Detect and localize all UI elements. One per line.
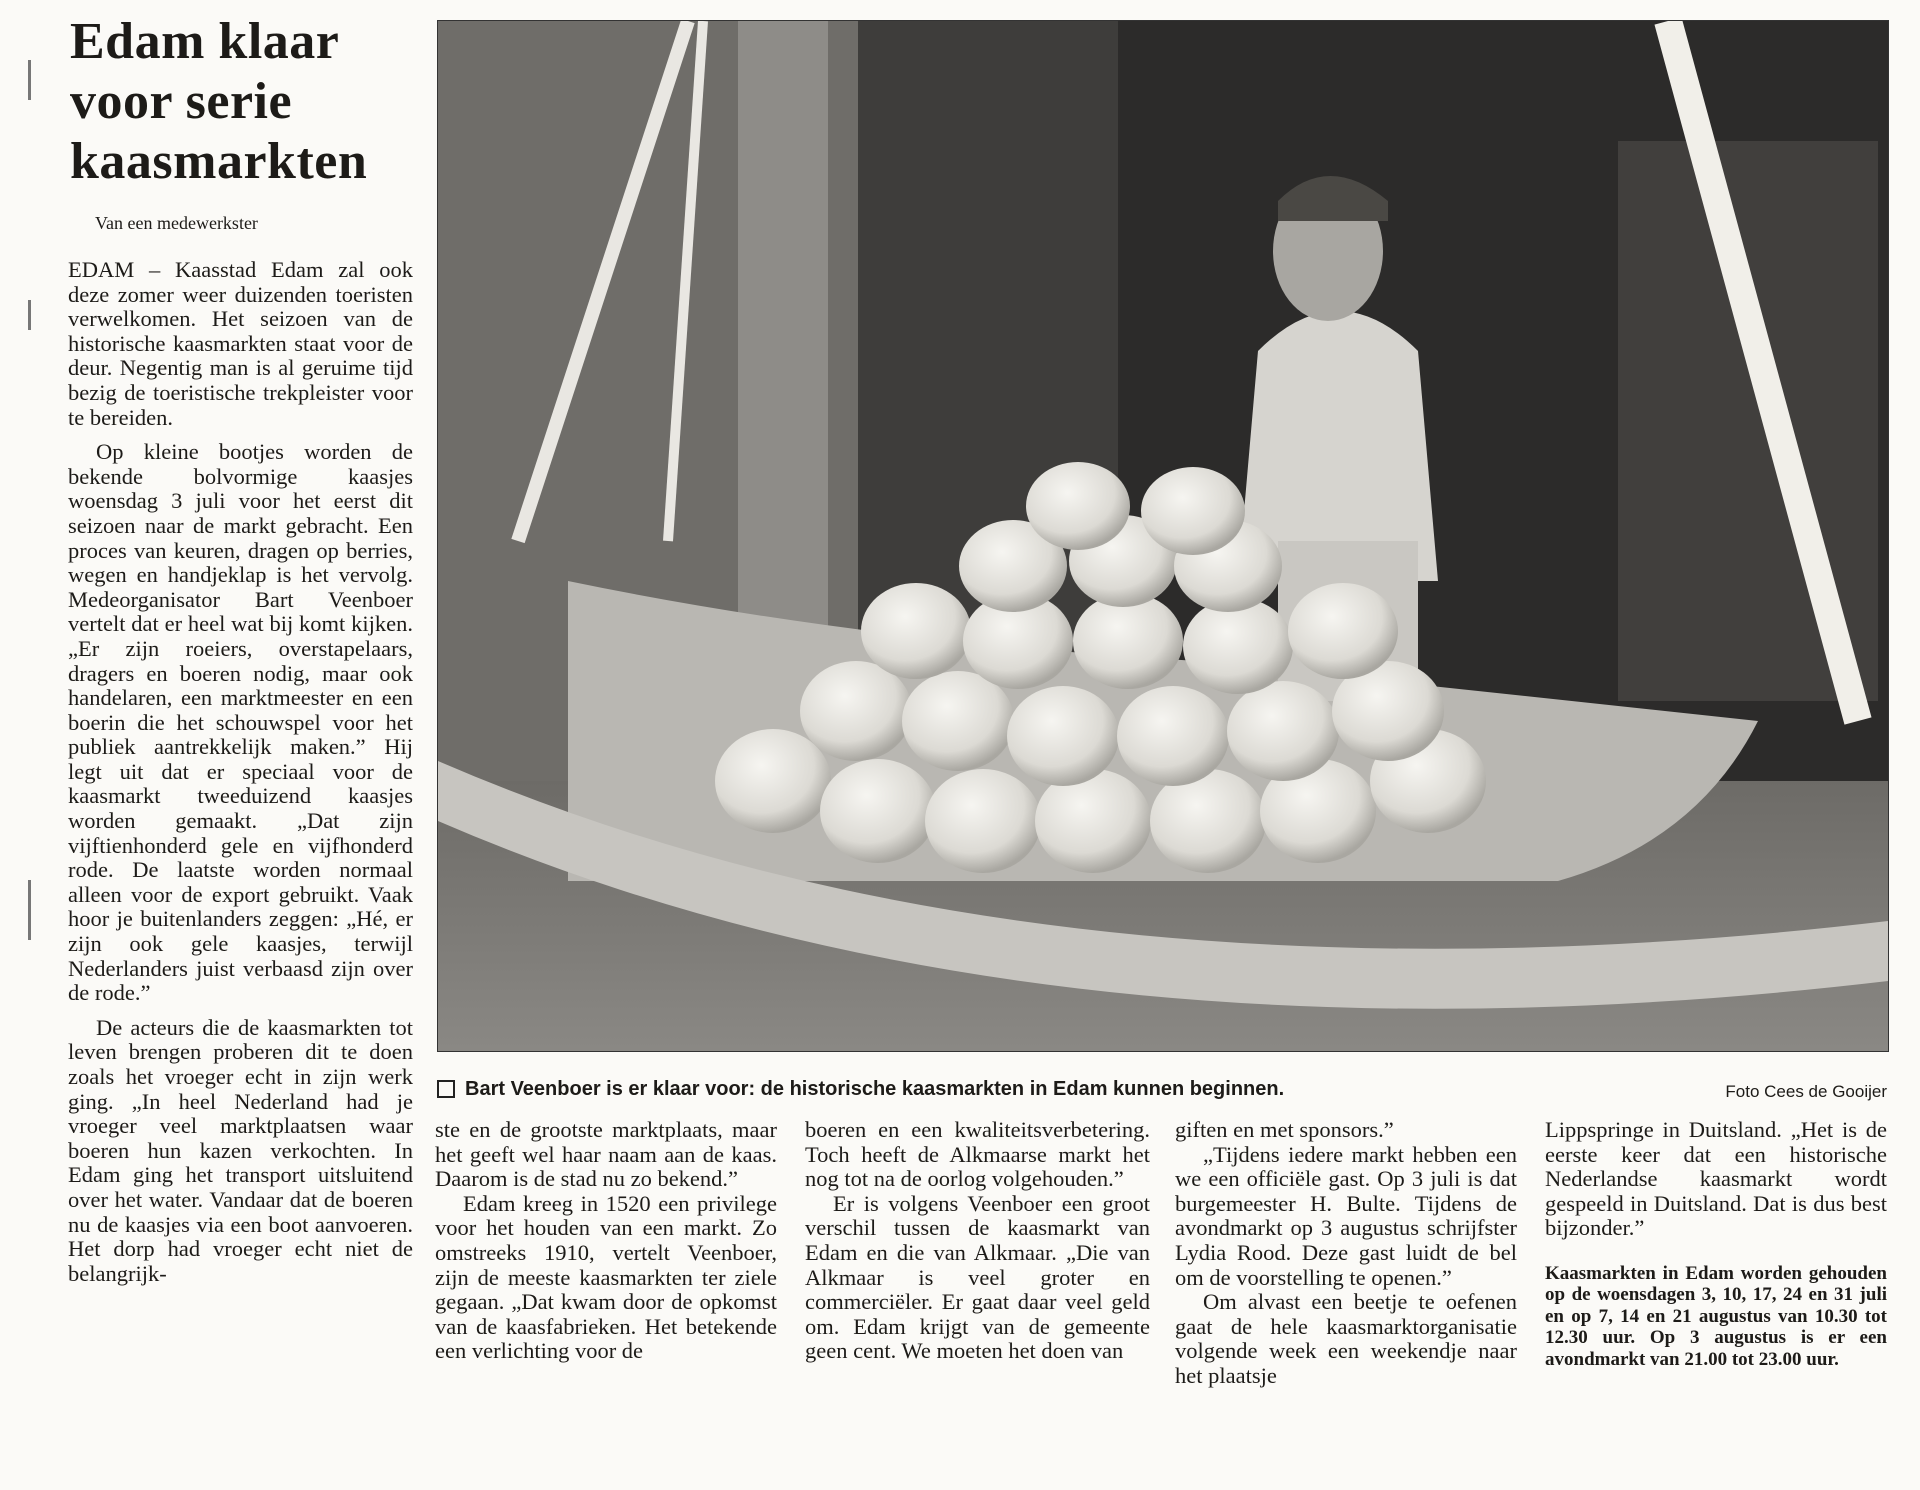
paragraph: Op kleine bootjes worden de bekende bolvormige kaasjes woensdag 3 juli voor het eerst dit seizoen naar de markt gebracht. Een proces van keuren, dragen op berries, wegen en handjeklap is het vervolg. Medeorganisator Bart Veenboer vertelt dat er heel wat bij komt kijken. „Er zijn roeiers, overstapelaars, dragers en boeren nodig, maar ook handelaren, een marktmeester en een boerin die het schouwspel voor het publiek aantrekkelijk maken.” Hij legt uit dat er speciaal voor de kaasmarkt tweeduizend kaasjes worden gemaakt. „Dat zijn vijftienhonderd gele en vijfhonderd rode. De laatste worden normaal alleen voor de export gebruikt. Vaak hoor je buitenlanders zeggen: „Hé, er zijn ook gele kaasjes, terwijl Nederlanders juist verbaasd zijn over de rode.” [68, 439, 413, 1006]
paragraph: boeren en een kwaliteitsverbetering. Toch heeft de Alkmaarse markt het nog tot na de oorlog volgehouden.” [805, 1117, 1150, 1192]
paragraph: EDAM – Kaasstad Edam zal ook deze zomer weer duizenden toeristen verwelkomen. Het seizoen van de historische kaasmarkten staat voor de deur. Negentig man is al geruime tijd bezig de toeristische trekpleister voor te bereiden. [68, 257, 413, 430]
photo-cheese-market [437, 20, 1889, 1052]
paragraph: Om alvast een beetje te oefenen gaat de hele kaasmarktorganisatie volgende week een weekendje naar het plaatsje [1175, 1289, 1517, 1388]
paragraph: De acteurs die de kaasmarkten tot leven brengen proberen dit te doen zoals het vroeger echt in zijn werk ging. „In heel Nederland had je vroeger veel marktplaatsen waar boeren hun kazen verkochten. In Edam ging het transport uitsluitend over het water. Vandaar dat de boeren nu de kaasjes via een boot aanvoeren. Het dorp had vroeger echt niet de belangrijk- [68, 1014, 413, 1286]
paragraph: Lippspringe in Duitsland. „Het is de eerste keer dat een historische Nederlandse kaasmarkt wordt gespeeld in Duitsland. Dat is dus best bijzonder.” [1545, 1117, 1887, 1241]
scan-edge-mark [28, 60, 31, 100]
photo-caption [437, 1078, 1887, 1108]
scan-edge-mark [28, 880, 31, 940]
paragraph: Er is volgens Veenboer een groot verschil tussen de kaasmarkt van Edam en die van Alkmaar. „Die van Alkmaar is veel groter en commerciëler. Er gaat daar veel geld om. Edam krijgt van de gemeente geen cent. We moeten het doen van [805, 1190, 1150, 1364]
photo-credit: Foto Cees de Gooijer [1725, 1082, 1887, 1101]
photo-illustration [438, 21, 1888, 1051]
article-column-2 [435, 1118, 777, 1364]
paragraph: ste en de grootste marktplaats, maar het geeft wel haar naam aan de kaas. Daarom is de stad nu zo bekend.” [435, 1117, 777, 1192]
paragraph: Edam kreeg in 1520 een privilege voor het houden van een markt. Zo omstreeks 1910, vertelt Veenboer, zijn de meeste kaasmarkten ter ziele gegaan. „Dat kwam door de opkomst van de kaasfabrieken. Het betekende een verlichting voor de [435, 1190, 777, 1364]
paragraph: „Tijdens iedere markt hebben een we een officiële gast. Op 3 juli is dat burgemeester H. Bulte. Tijdens de avondmarkt op 3 augustus schrijfster Lydia Rood. Deze gast luidt de bel om de voorstelling te openen.” [1175, 1141, 1517, 1290]
article-column-4 [1175, 1118, 1517, 1389]
caption-square-icon [437, 1080, 455, 1098]
market-schedule-note: Kaasmarkten in Edam worden gehouden op de woensdagen 3, 10, 17, 24 en 31 juli en op 7, 14 en 21 augustus van 10.30 tot 12.30 uur. Op 3 augustus is er een avondmarkt van 21.00 tot 23.00 uur. [1545, 1262, 1887, 1370]
scan-edge-mark [28, 300, 31, 330]
article-column-5 [1545, 1118, 1887, 1370]
caption-text: Bart Veenboer is er klaar voor: de historische kaasmarkten in Edam kunnen beginnen. [465, 1078, 1285, 1100]
headline: Edam klaar voor serie kaasmarkten [70, 13, 368, 190]
byline: Van een medewerkster [95, 213, 258, 233]
article-column-1 [68, 258, 413, 1286]
article-column-3 [805, 1118, 1150, 1364]
paragraph: giften en met sponsors.” [1175, 1117, 1394, 1142]
